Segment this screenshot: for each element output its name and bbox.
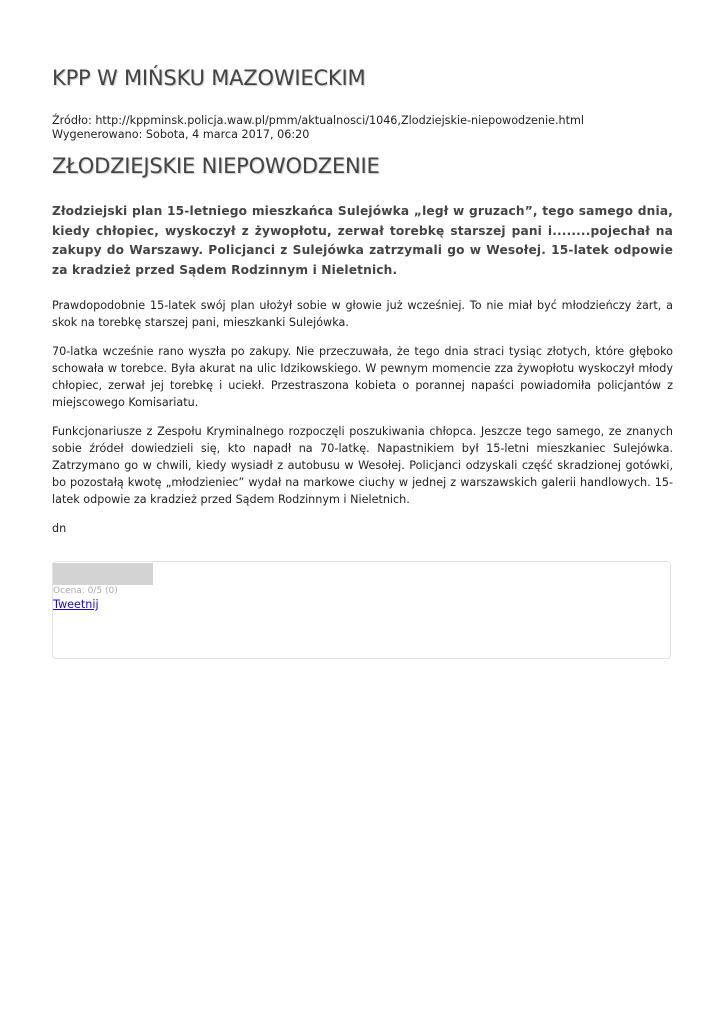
site-title: KPP W MIŃSKU MAZOWIECKIM — [52, 66, 366, 90]
article-paragraph: Funkcjonariusze z Zespołu Kryminalnego rozpoczęli poszukiwania chłopca. Jeszcze tego samego, ze znanych sobie źródeł dowiedzieli się, kto napadł na 70-latkę. Napastnikiem był 15-letni mieszkaniec Sulejówka. Zatrzymano go w chwili, kiedy wysiadł z autobusu w Wesołej. Policjanci odzyskali część skradzionej gotówki, bo pozostałą kwotę „młodzieniec” wydał na markowe ciuchy w jednej z warszawskich galerii handlowych. 15-latek odpowie za kradzież przed Sądem Rodzinnym i Nieletnich. — [52, 425, 673, 506]
article-title: ZŁODZIEJSKIE NIEPOWODZENIE — [52, 154, 380, 178]
article-body — [52, 297, 673, 535]
meta-info — [52, 114, 584, 142]
generated-date-line: Wygenerowano: Sobota, 4 marca 2017, 06:20 — [52, 128, 310, 141]
article-paragraph: 70-latka wcześnie rano wyszła po zakupy. Nie przeczuwała, że tego dnia straci tysiąc złotych, które głęboko schowała w torebce. Była akurat na ulic Idzikowskiego. W pewnym momencie zza żywopłotu wyskoczył młody chłopiec, zerwał jej torebkę i uciekł. Przestraszona kobieta o porannej napaści powiadomiła policjantów z miejscowego Komisariatu. — [52, 345, 673, 409]
rating-stars-bar[interactable] — [53, 563, 153, 585]
article-lead: Złodziejski plan 15-letniego mieszkańca Sulejówka „legł w gruzach”, tego samego dnia, kiedy chłopiec, wyskoczył z żywopłotu, zerwał torebkę starszej pani i........pojechał na zakupy do Warszawy. Policjanci z Sulejówka zatrzymali go w Wesołej. 15-latek odpowie za kradzież przed Sądem Rodzinnym i Nieletnich. — [52, 204, 673, 277]
tweet-link[interactable]: Tweetnij — [53, 598, 99, 611]
author-signature: dn — [52, 522, 67, 535]
rating-share-box — [52, 561, 671, 659]
source-url-line: Źródło: http://kppminsk.policja.waw.pl/pmm/aktualnosci/1046,Zlodziejskie-niepowodzenie.html — [52, 114, 585, 127]
rating-text: Ocena: 0/5 (0) — [53, 586, 118, 596]
article-paragraph: Prawdopodobnie 15-latek swój plan ułożył sobie w głowie już wcześniej. To nie miał być młodzieńczy żart, a skok na torebkę starszej pani, mieszkanki Sulejówka. — [52, 299, 673, 329]
